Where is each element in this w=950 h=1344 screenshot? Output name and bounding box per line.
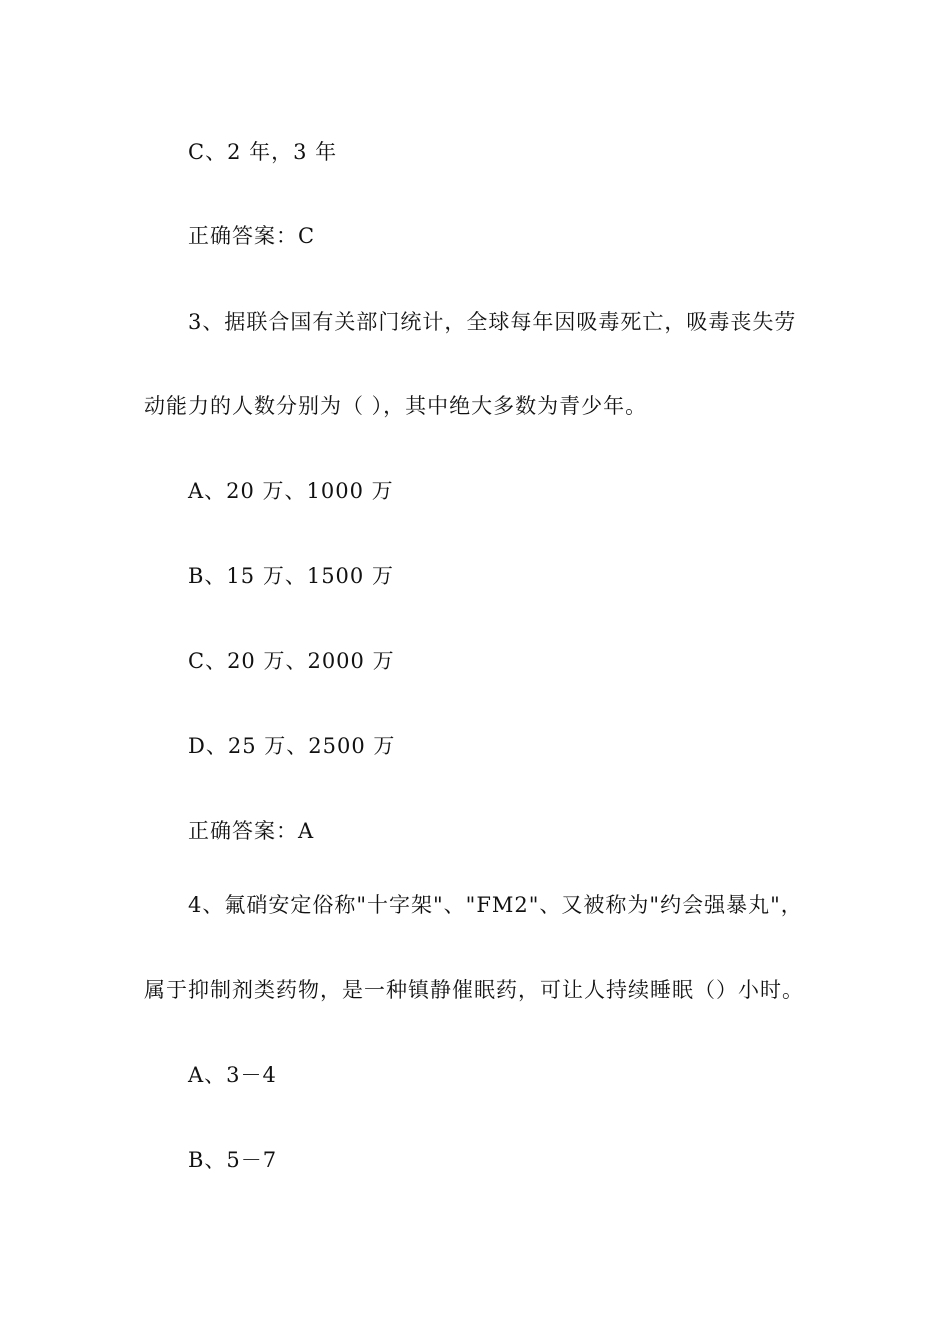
- question-3-line-1: 3、据联合国有关部门统计，全球每年因吸毒死亡，吸毒丧失劳: [188, 310, 797, 334]
- question-3-option-a: A、20 万、1000 万: [188, 479, 394, 503]
- answer-previous: 正确答案：C: [188, 224, 316, 248]
- question-4-line-2: 属于抑制剂类药物，是一种镇静催眠药，可让人持续睡眠（）小时。: [144, 978, 804, 1002]
- question-4-line-1: 4、氟硝安定俗称"十字架"、"FM2"、又被称为"约会强暴丸"，: [188, 893, 803, 917]
- question-3-line-2: 动能力的人数分别为（ ），其中绝大多数为青少年。: [144, 394, 648, 418]
- question-3-option-c: C、20 万、2000 万: [188, 649, 395, 673]
- option-c-previous: C、2 年，3 年: [188, 140, 338, 164]
- question-3-option-d: D、25 万、2500 万: [188, 734, 396, 758]
- question-3-answer: 正确答案：A: [188, 819, 315, 843]
- question-3-option-b: B、15 万、1500 万: [188, 564, 394, 588]
- question-4-option-a: A、3－4: [188, 1063, 277, 1087]
- question-4-option-b: B、5－7: [188, 1148, 278, 1172]
